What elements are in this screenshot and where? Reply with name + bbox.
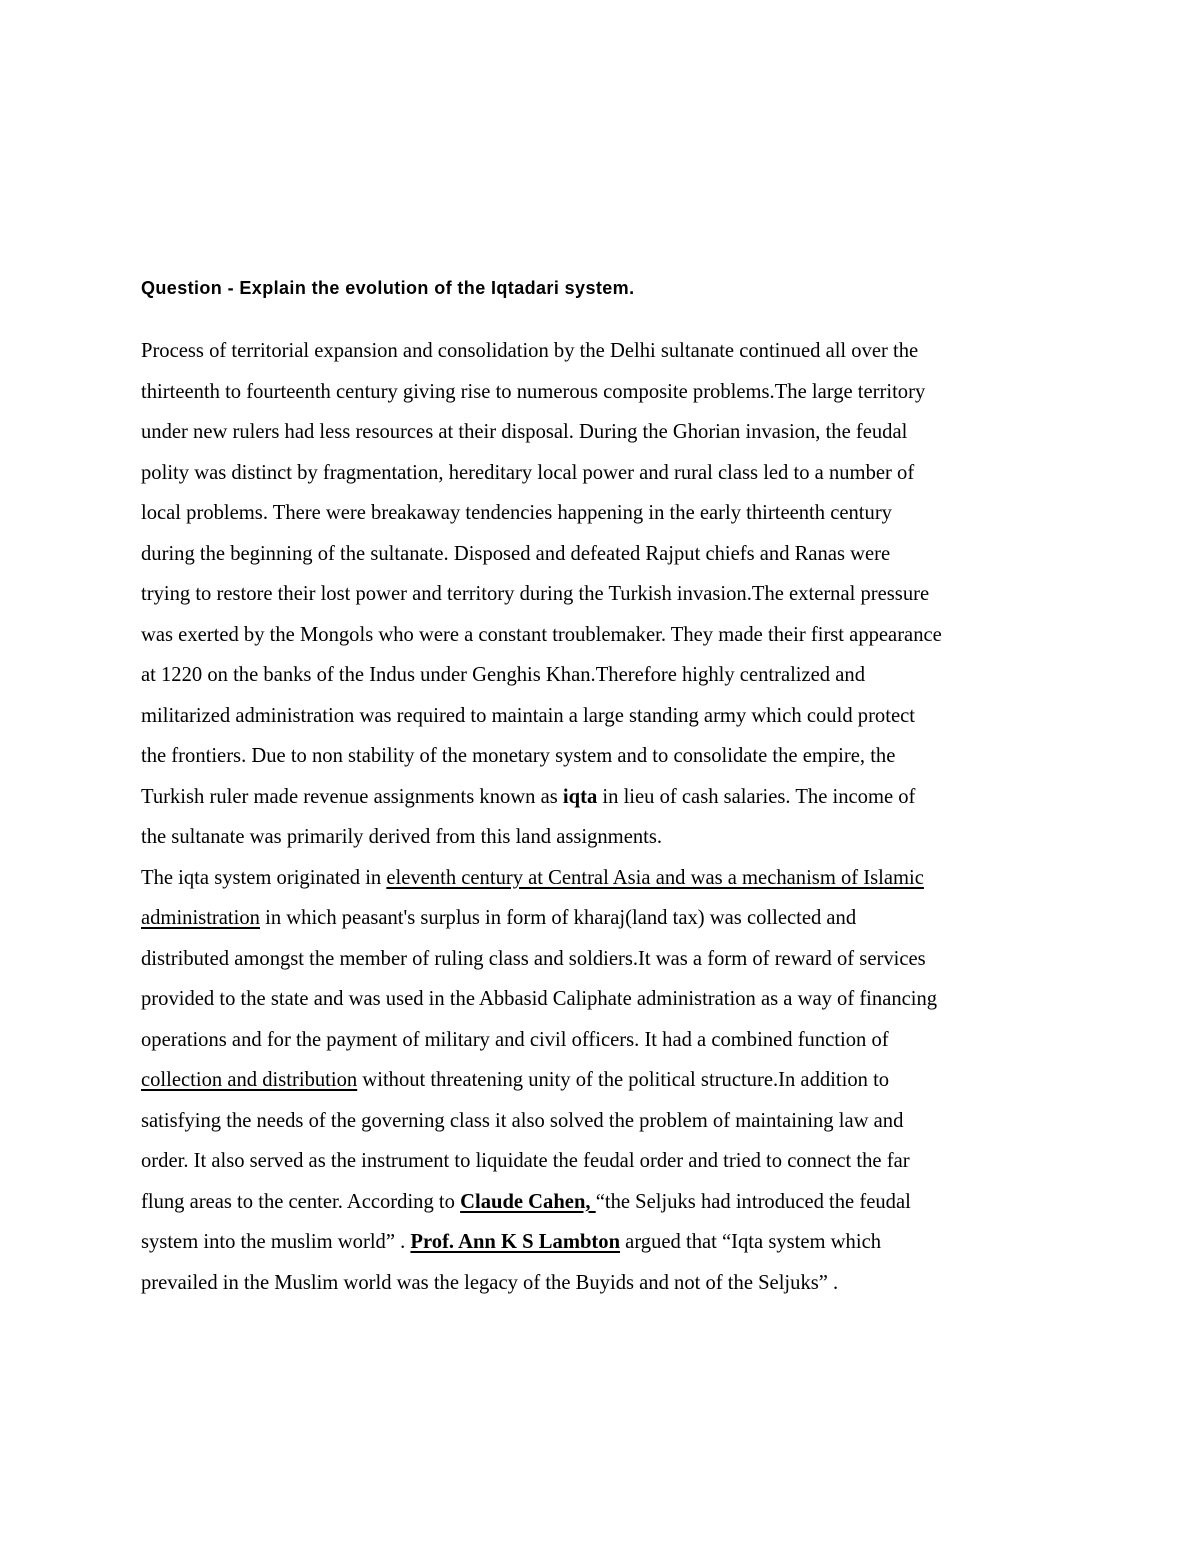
text-line: thirteenth to fourteenth century giving rise to numerous composite problems.The large territory [141, 380, 926, 403]
underlined-phrase: administration [141, 907, 260, 929]
question-heading: Question - Explain the evolution of the Iqtadari system. [141, 278, 635, 298]
author-name-lambton: Prof. Ann K S Lambton [410, 1231, 621, 1253]
text-line [141, 1060, 1071, 1101]
text-line: at 1220 on the banks of the Indus under Genghis Khan.Therefore highly centralized and [141, 664, 865, 686]
author-name-cahen: Claude Cahen, [460, 1190, 596, 1213]
answer-body [141, 331, 1071, 1303]
iqta-term: iqta [562, 785, 598, 808]
text-segment: in which peasant's surplus in form of kharaj(land tax) was collected and [259, 907, 857, 929]
text-segment: without threatening unity of the political structure.In addition to [357, 1069, 890, 1091]
text-line: the sultanate was primarily derived from this land assignments. [141, 826, 663, 848]
text-line: Process of territorial expansion and consolidation by the Delhi sultanate continued all over the [141, 340, 919, 362]
text-line: operations and for the payment of military and civil officers. It had a combined function of [141, 1028, 889, 1051]
text-line: during the beginning of the sultanate. Disposed and defeated Rajput chiefs and Ranas were [141, 542, 891, 565]
text-line: distributed amongst the member of ruling class and soldiers.It was a form of reward of services [141, 947, 926, 970]
text-line: militarized administration was required to maintain a large standing army which could protect [141, 704, 915, 727]
text-line: polity was distinct by fragmentation, hereditary local power and rural class led to a number of [141, 461, 915, 484]
text-line: satisfying the needs of the governing class it also solved the problem of maintaining law and [141, 1109, 904, 1132]
text-segment: The iqta system originated in [141, 866, 387, 889]
text-line: under new rulers had less resources at their disposal. During the Ghorian invasion, the feudal [141, 421, 908, 443]
text-line: provided to the state and was used in the Abbasid Caliphate administration as a way of financing [141, 988, 938, 1010]
text-segment: argued that “Iqta system which [620, 1231, 882, 1253]
text-segment: “the Seljuks had introduced the feudal [595, 1190, 911, 1213]
text-segment: system into the muslim world” . [141, 1231, 411, 1253]
text-line [141, 898, 1071, 939]
text-line: trying to restore their lost power and territory during the Turkish invasion.The external pressure [141, 583, 930, 605]
text-line [141, 1182, 1071, 1223]
text-line [141, 1222, 1071, 1263]
text-line [141, 777, 1071, 818]
text-line: order. It also served as the instrument to liquidate the feudal order and tried to connect the far [141, 1150, 910, 1172]
text-segment: flung areas to the center. According to [141, 1190, 461, 1213]
text-line: the frontiers. Due to non stability of the monetary system and to consolidate the empire, the [141, 745, 896, 767]
text-line: was exerted by the Mongols who were a constant troublemaker. They made their first appearance [141, 623, 942, 646]
text-line: prevailed in the Muslim world was the legacy of the Buyids and not of the Seljuks” . [141, 1271, 839, 1294]
text-line [141, 858, 1071, 899]
underlined-phrase: collection and distribution [141, 1069, 358, 1091]
text-line: local problems. There were breakaway tendencies happening in the early thirteenth century [141, 502, 892, 524]
text-segment: Turkish ruler made revenue assignments known as [141, 785, 563, 808]
underlined-phrase: eleventh century at Central Asia and was a mechanism of Islamic [386, 866, 924, 889]
text-segment: in lieu of cash salaries. The income of [597, 785, 916, 808]
